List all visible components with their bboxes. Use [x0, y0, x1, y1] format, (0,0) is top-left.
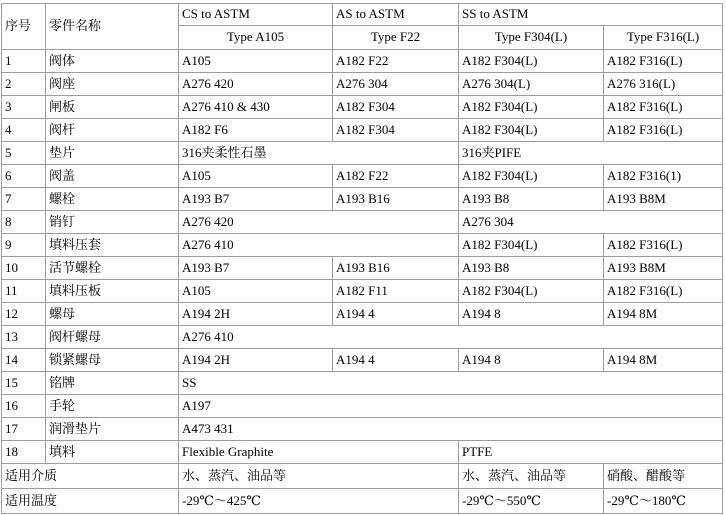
material-cell: A194 4: [333, 303, 459, 326]
part-name: 填料压套: [46, 234, 179, 257]
material-cell: A193 B16: [333, 188, 459, 211]
row-number: 17: [2, 418, 46, 441]
header-part-name: 零件名称: [46, 4, 179, 50]
material-cell: A105: [179, 280, 333, 303]
part-name: 阀杆: [46, 119, 179, 142]
row-number: 8: [2, 211, 46, 234]
material-cell: A182 F316(L): [604, 96, 723, 119]
footer-label: 适用温度: [2, 489, 179, 514]
part-name: 阀杆螺母: [46, 326, 179, 349]
header-row-materials: [2, 4, 723, 26]
table-row: [2, 96, 723, 119]
footer-row: [2, 464, 723, 489]
row-number: 10: [2, 257, 46, 280]
header-type-a105: Type A105: [179, 26, 333, 50]
table-row: [2, 257, 723, 280]
table-row: [2, 142, 723, 165]
row-number: 7: [2, 188, 46, 211]
table-row: [2, 188, 723, 211]
table-row: [2, 418, 723, 441]
material-cell: A276 420: [179, 73, 333, 96]
material-cell: A182 F316(L): [604, 50, 723, 73]
part-name: 手轮: [46, 395, 179, 418]
part-name: 阀盖: [46, 165, 179, 188]
footer-value: 硝酸、醋酸等: [604, 464, 723, 489]
material-cell: A193 B7: [179, 188, 333, 211]
part-name: 铭牌: [46, 372, 179, 395]
material-cell: A182 F304(L): [459, 280, 604, 303]
part-name: 闸板: [46, 96, 179, 119]
material-cell: A193 B8M: [604, 188, 723, 211]
footer-value: 水、蒸汽、油品等: [459, 464, 604, 489]
material-cell: A182 F304(L): [459, 165, 604, 188]
table-row: [2, 372, 723, 395]
material-cell: A182 F316(1): [604, 165, 723, 188]
spec-table-body: [2, 50, 723, 514]
part-name: 阀座: [46, 73, 179, 96]
footer-row: [2, 489, 723, 514]
material-cell: A182 F304(L): [459, 50, 604, 73]
table-row: [2, 211, 723, 234]
footer-value: -29℃～425℃: [179, 489, 459, 514]
row-number: 18: [2, 441, 46, 464]
material-cell: A194 8: [459, 349, 604, 372]
material-spec-table: [1, 3, 723, 514]
material-cell: A193 B8: [459, 188, 604, 211]
row-number: 6: [2, 165, 46, 188]
row-number: 16: [2, 395, 46, 418]
material-cell: A105: [179, 165, 333, 188]
material-cell: A473 431: [179, 418, 723, 441]
row-number: 13: [2, 326, 46, 349]
row-number: 5: [2, 142, 46, 165]
material-cell: A182 F316(L): [604, 234, 723, 257]
table-row: [2, 280, 723, 303]
header-type-f304l: Type F304(L): [459, 26, 604, 50]
table-row: [2, 349, 723, 372]
table-header: [2, 4, 723, 50]
material-cell: A105: [179, 50, 333, 73]
material-cell: SS: [179, 372, 723, 395]
part-name: 螺母: [46, 303, 179, 326]
row-number: 11: [2, 280, 46, 303]
table-row: [2, 441, 723, 464]
material-cell: A276 410: [179, 234, 459, 257]
part-name: 活节螺栓: [46, 257, 179, 280]
material-cell: A276 304(L): [459, 73, 604, 96]
part-name: 填料压板: [46, 280, 179, 303]
row-number: 1: [2, 50, 46, 73]
material-cell: A276 420: [179, 211, 459, 234]
row-number: 9: [2, 234, 46, 257]
material-cell: 316夹PIFE: [459, 142, 723, 165]
material-cell: A276 304: [459, 211, 723, 234]
material-cell: A182 F22: [333, 50, 459, 73]
table-row: [2, 119, 723, 142]
header-seq-no: 序号: [2, 4, 46, 50]
table-row: [2, 303, 723, 326]
material-cell: A276 410: [179, 326, 723, 349]
material-cell: A182 F304: [333, 96, 459, 119]
material-cell: A194 2H: [179, 303, 333, 326]
material-cell: A197: [179, 395, 723, 418]
row-number: 15: [2, 372, 46, 395]
material-cell: PTFE: [459, 441, 723, 464]
row-number: 12: [2, 303, 46, 326]
table-row: [2, 50, 723, 73]
material-cell: A182 F304: [333, 119, 459, 142]
material-cell: A193 B8M: [604, 257, 723, 280]
header-ss-to-astm: SS to ASTM: [459, 4, 723, 26]
header-as-to-astm: AS to ASTM: [333, 4, 459, 26]
row-number: 4: [2, 119, 46, 142]
material-cell: A193 B16: [333, 257, 459, 280]
table-row: [2, 326, 723, 349]
part-name: 锁紧螺母: [46, 349, 179, 372]
part-name: 阀体: [46, 50, 179, 73]
header-type-f22: Type F22: [333, 26, 459, 50]
material-cell: 316夹柔性石墨: [179, 142, 459, 165]
material-cell: A194 8M: [604, 303, 723, 326]
part-name: 螺栓: [46, 188, 179, 211]
material-cell: A194 2H: [179, 349, 333, 372]
row-number: 2: [2, 73, 46, 96]
footer-label: 适用介质: [2, 464, 179, 489]
row-number: 14: [2, 349, 46, 372]
material-cell: A193 B8: [459, 257, 604, 280]
material-cell: A182 F6: [179, 119, 333, 142]
row-number: 3: [2, 96, 46, 119]
footer-value: -29℃～180℃: [604, 489, 723, 514]
material-cell: A276 316(L): [604, 73, 723, 96]
table-row: [2, 73, 723, 96]
material-cell: A194 8: [459, 303, 604, 326]
part-name: 填料: [46, 441, 179, 464]
material-cell: A182 F304(L): [459, 119, 604, 142]
material-cell: A182 F11: [333, 280, 459, 303]
material-cell: A276 410 & 430: [179, 96, 333, 119]
header-cs-to-astm: CS to ASTM: [179, 4, 333, 26]
material-cell: A182 F22: [333, 165, 459, 188]
table-row: [2, 395, 723, 418]
material-cell: A193 B7: [179, 257, 333, 280]
footer-value: -29℃～550℃: [459, 489, 604, 514]
material-cell: A182 F316(L): [604, 280, 723, 303]
footer-value: 水、蒸汽、油品等: [179, 464, 459, 489]
material-cell: A182 F304(L): [459, 234, 604, 257]
material-cell: A194 4: [333, 349, 459, 372]
material-cell: A182 F304(L): [459, 96, 604, 119]
material-cell: A182 F316(L): [604, 119, 723, 142]
table-row: [2, 165, 723, 188]
part-name: 润滑垫片: [46, 418, 179, 441]
material-cell: Flexible Graphite: [179, 441, 459, 464]
header-type-f316l: Type F316(L): [604, 26, 723, 50]
material-cell: A276 304: [333, 73, 459, 96]
material-cell: A194 8M: [604, 349, 723, 372]
table-row: [2, 234, 723, 257]
part-name: 垫片: [46, 142, 179, 165]
part-name: 销钉: [46, 211, 179, 234]
